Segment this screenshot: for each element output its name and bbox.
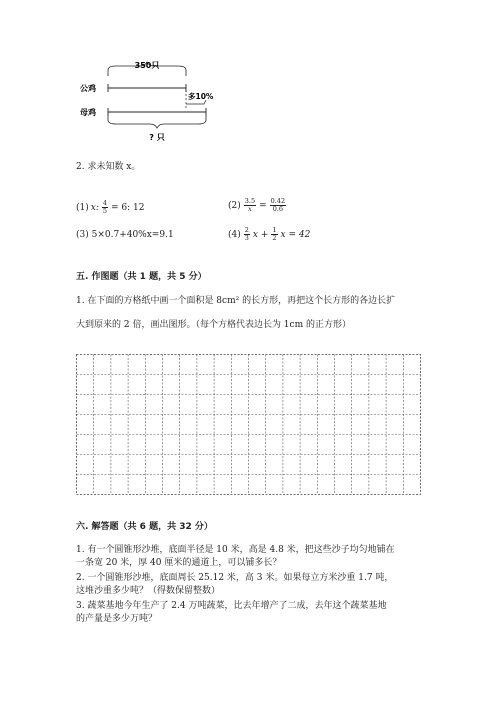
hen-label: 母鸡	[80, 108, 96, 117]
section5-line1: 1. 在下面的方格纸中画一个面积是 8cm² 的长方形，再把这个长方形的各边长扩	[76, 296, 396, 306]
q2-part2: (2) $\frac{3.5}{x}$ = $\frac{0.42}{0.6}$	[228, 197, 286, 213]
q2-part3: (3) 5×0.7+40%x=9.1	[76, 230, 174, 240]
section6-q2-line1: 2. 一个圆锥形沙堆，底面周长 25.12 米，高 3 米。如果每立方米沙重 1.7 吨，	[76, 573, 394, 583]
section5-line2: 大到原来的 2 倍，画出图形。（每个方格代表边长为 1cm 的正方形）	[76, 320, 351, 330]
section6-q1-line1: 1. 有一个圆锥形沙堆，底面半径是 10 米，高是 4.8 米，把这些沙子均匀地铺在	[76, 545, 395, 555]
section6-q3-line2: 的产量是多少万吨？	[76, 614, 158, 624]
q2-part1: (1) x: $\frac{4}{5}$ = 6: 12	[76, 199, 145, 215]
hen-brace	[108, 116, 206, 128]
section6-q1-line2: 一条宽 20 米，厚 40 厘米的通道上，可以铺多长？	[76, 558, 282, 568]
total-label: 350只	[134, 61, 160, 70]
section6-q3-line1: 3. 蔬菜基地今年生产了 2.4 万吨蔬菜，比去年增产了二成，去年这个蔬菜基地	[76, 601, 387, 611]
section5-heading: 五. 作图题（共 1 题，共 5 分）	[76, 272, 207, 282]
q2-part4: (4) $\frac{2}{3}$ x + $\frac{1}{2}$ x = 42	[228, 226, 311, 242]
q2-title: 2. 求未知数 x。	[76, 162, 141, 172]
more-label: 多10%	[188, 92, 214, 101]
segment-diagram	[0, 0, 500, 160]
section6-heading: 六. 解答题（共 6 题，共 32 分）	[76, 522, 213, 532]
section6-q2-line2: 这堆沙重多少吨？（得数保留整数）	[76, 586, 221, 596]
unknown-label: ? 只	[149, 133, 165, 142]
rooster-label: 公鸡	[80, 84, 96, 93]
square-grid[interactable]	[76, 354, 421, 495]
